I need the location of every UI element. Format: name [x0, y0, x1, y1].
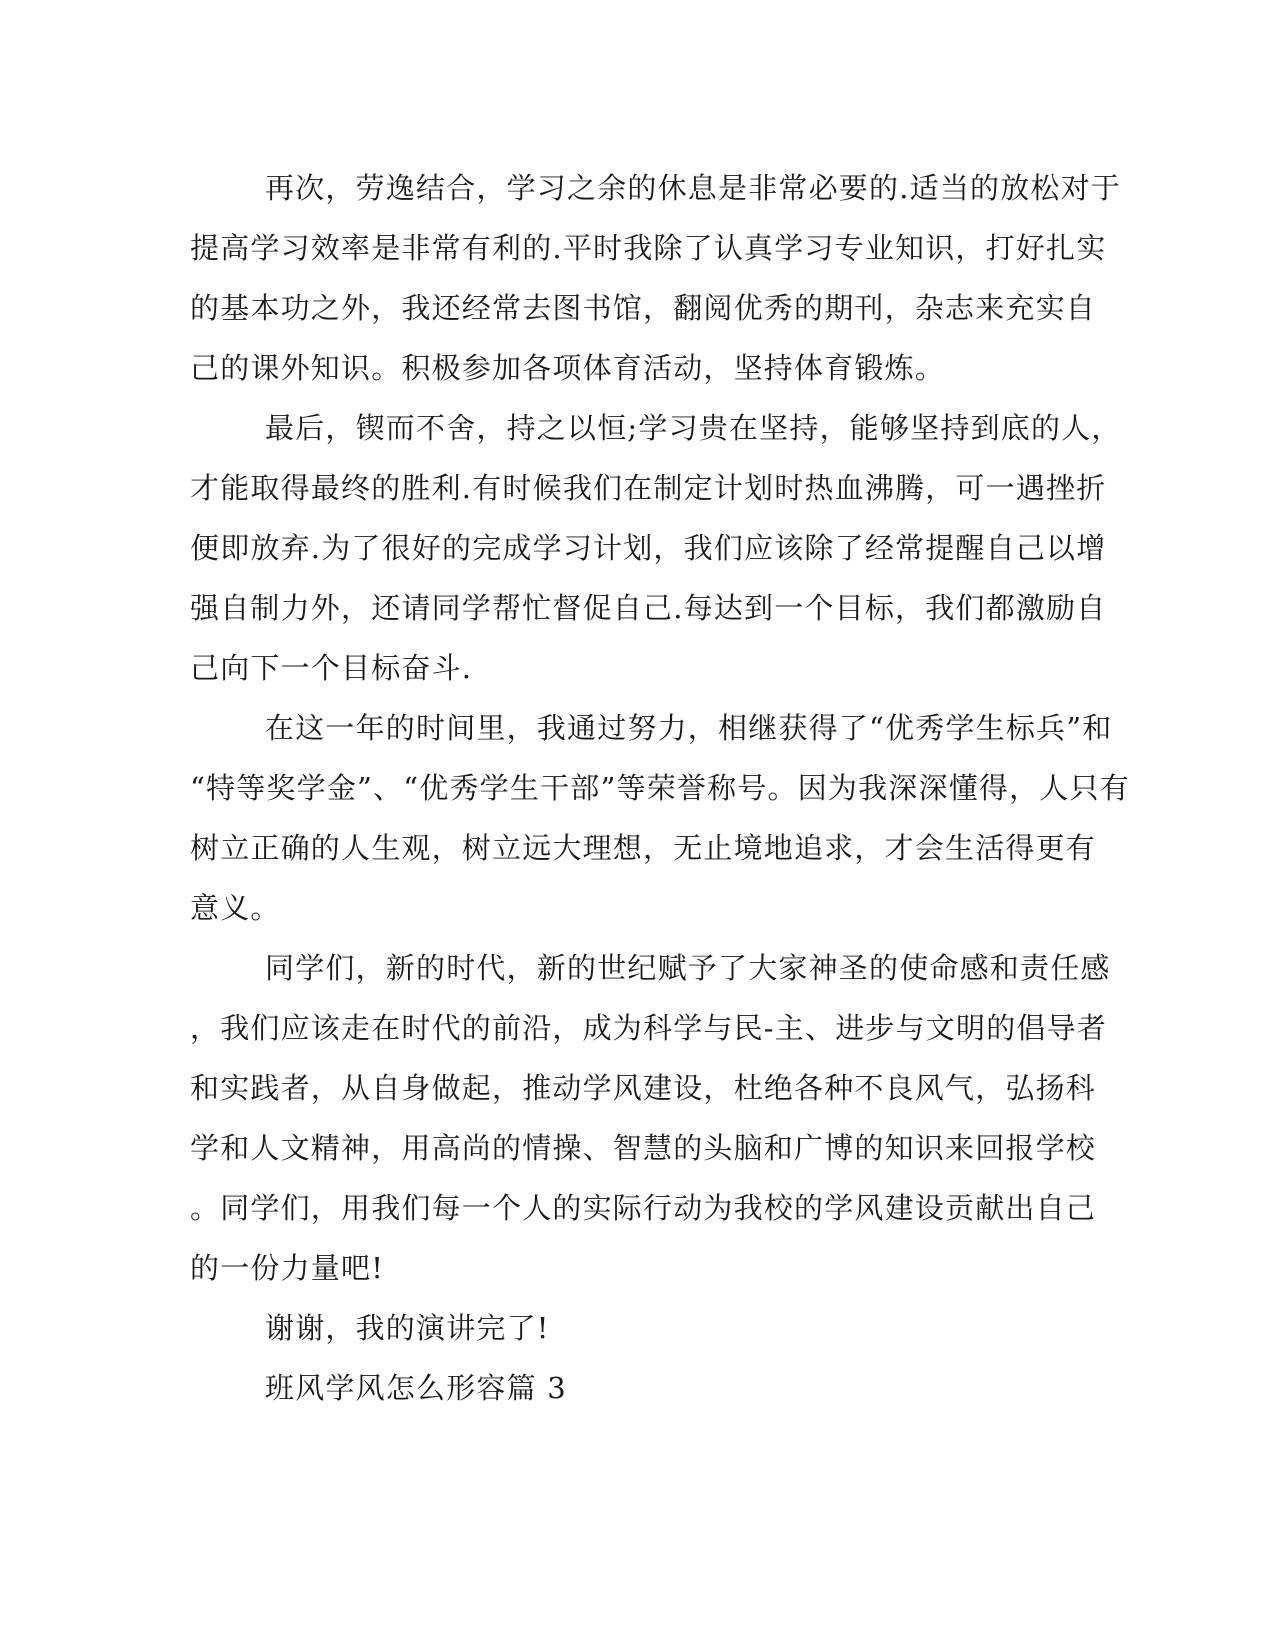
text-line: 己向下一个目标奋斗. — [190, 651, 473, 685]
text-line: 强自制力外，还请同学帮忙督促自己.每达到一个目标，我们都激励自 — [190, 591, 1107, 625]
text-line: 谢谢，我的演讲完了! — [265, 1311, 550, 1345]
text-line: 在这一年的时间里，我通过努力，相继获得了“优秀学生标兵”和 — [265, 711, 1113, 745]
text-line: 提高学习效率是非常有利的.平时我除了认真学习专业知识，打好扎实 — [190, 231, 1107, 265]
text-line: 学和人文精神，用高尚的情操、智慧的头脑和广博的知识来回报学校 — [190, 1131, 1097, 1165]
text-line: ，我们应该走在时代的前沿，成为科学与民-主、进步与文明的倡导者 — [190, 1011, 1108, 1045]
text-line: 的一份力量吧! — [190, 1251, 385, 1285]
text-line: 树立正确的人生观，树立远大理想，无止境地追求，才会生活得更有 — [190, 831, 1097, 865]
section-heading: 班风学风怎么形容篇 3 — [265, 1371, 567, 1405]
text-line: 便即放弃.为了很好的完成学习计划，我们应该除了经常提醒自己以增 — [190, 531, 1107, 565]
text-line: 和实践者，从自身做起，推动学风建设，杜绝各种不良风气，弘扬科 — [190, 1071, 1097, 1105]
text-line: 才能取得最终的胜利.有时候我们在制定计划时热血沸腾，可一遇挫折 — [190, 471, 1107, 505]
text-line: 。同学们，用我们每一个人的实际行动为我校的学风建设贡献出自己 — [190, 1191, 1097, 1225]
text-line: 的基本功之外，我还经常去图书馆，翻阅优秀的期刊，杂志来充实自 — [190, 291, 1097, 325]
text-line: 同学们，新的时代，新的世纪赋予了大家神圣的使命感和责任感 — [265, 951, 1111, 985]
text-line: “特等奖学金”、“优秀学生干部”等荣誉称号。因为我深深懂得，人只有 — [190, 771, 1130, 805]
text-line: 己的课外知识。积极参加各项体育活动，坚持体育锻炼。 — [190, 351, 946, 385]
text-line: 再次，劳逸结合，学习之余的休息是非常必要的.适当的放松对于 — [265, 171, 1122, 205]
text-line: 最后，锲而不舍，持之以恒;学习贵在坚持，能够坚持到底的人， — [265, 411, 1122, 445]
text-line: 意义。 — [190, 891, 281, 925]
